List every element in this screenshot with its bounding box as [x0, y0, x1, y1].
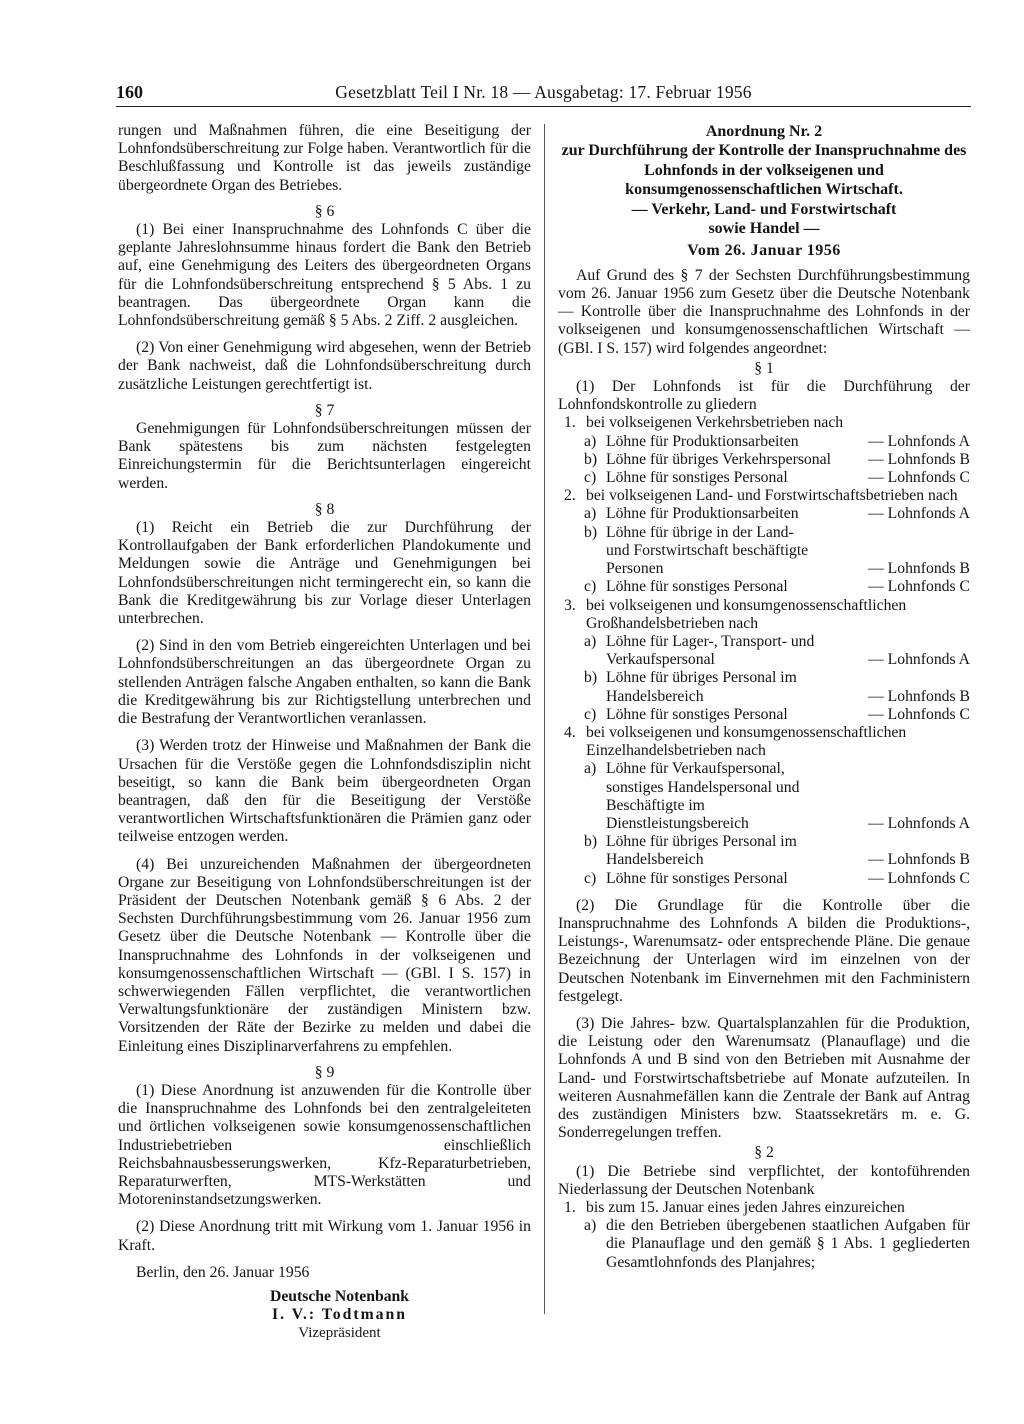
fund-item [558, 451, 970, 469]
right-column [558, 122, 970, 1272]
column-divider [544, 124, 545, 1314]
ordinance-title-line-2: zur Durchführung der Kontrolle der Inanspruchnahme des Lohnfonds in der volkseigenen und konsumgenossenschaftlichen Wirtschaft. [561, 142, 967, 199]
fund-group-header [558, 414, 970, 432]
page-header [116, 82, 971, 104]
section-8-paragraph-4: (4) Bei unzureichenden Maßnahmen der übergeordneten Organe zur Beseitigung von Lohnfondsüberschreitungen ist der Präsident der Deutschen Notenbank gemäß § 6 Abs. 2 der Sechsten Durchführungsbestimmung vom 26. Januar 1956 zum Gesetz über die Deutsche Notenbank — Kontrolle über die Inanspruchnahme des Lohnfonds in der volkseigenen und konsumgenossenschaftlichen Wirtschaft — (GBl. I S. 157) in schwerwiegenden Fällen verpflichtet, die verantwortlichen Verwaltungsfunktionäre der zuständigen Ministern bzw. Vorsitzenden der Räte der Bezirke zu melden und dabei die Einleitung eines Disziplinarverfahrens zu empfehlen. [118, 855, 531, 1055]
ordinance-title-line-3: — Verkehr, Land- und Forstwirtschaft [631, 200, 897, 218]
ordinance-title-line-1: Anordnung Nr. 2 [705, 123, 823, 140]
section-6-heading: § 6 [314, 202, 335, 220]
fund-item [558, 505, 970, 523]
fund-item [558, 524, 970, 579]
left-column [118, 122, 531, 1343]
section-2-item-1a [558, 1217, 970, 1272]
section-8-paragraph-3: (3) Werden trotz der Hinweise und Maßnahmen der Bank die Ursachen für die Verstöße gegen die Lohnfondsdisziplin nicht beseitigt, so kann die Bank beim übergeordneten Organ beantragen, daß den für die Beseitigung der Verstöße verantwortlichen Wirtschaftsfunktionären die Prämien ganz oder teilweise entzogen werden. [118, 737, 531, 846]
fund-item-fund: — Lohnfonds B [868, 560, 970, 578]
signature-title: Vizepräsident [298, 1325, 381, 1342]
fund-item-text: Löhne für Verkaufspersonal, sonstiges Handelspersonal und Beschäftigte im Dienstleistungsbereich [606, 760, 800, 832]
fund-item-text: Löhne für sonstiges Personal [606, 869, 788, 887]
fund-group-number: 4. [564, 723, 576, 741]
fund-item [558, 469, 970, 487]
fund-item-letter: b) [584, 450, 598, 468]
section-2-item-1a-text: die den Betrieben übergebenen staatlichen Aufgaben für die Planauflage und den gemäß § 1 Abs. 1 gegliederten Gesamtlohnfonds des Planjahres; [606, 1217, 970, 1271]
section-2-item-1-number: 1. [564, 1199, 576, 1216]
fund-item-text: Löhne für Produktionsarbeiten [606, 505, 799, 523]
fund-item-text: Löhne für sonstiges Personal [606, 469, 788, 487]
section-1-heading: § 1 [754, 359, 774, 377]
fund-item-fund: — Lohnfonds C [868, 869, 970, 887]
fund-group [558, 487, 970, 596]
intro-paragraph: rungen und Maßnahmen führen, die eine Beseitigung der Lohnfondsüberschreitung zur Folge haben. Verantwortlich für die Beschlußfassung und Kontrolle ist das jeweils zuständige übergeordnete Organ des Betriebes. [118, 122, 531, 194]
section-9-heading: § 9 [314, 1063, 335, 1081]
fund-item-fund: — Lohnfonds B [868, 450, 970, 468]
fund-item-letter: a) [584, 632, 597, 650]
header-title: Gesetzblatt Teil I Nr. 18 — Ausgabetag: 17. Februar 1956 [335, 82, 752, 102]
section-2-heading: § 2 [754, 1144, 774, 1162]
signature-organization: Deutsche Notenbank [269, 1287, 410, 1305]
fund-item-text: Löhne für Produktionsarbeiten [606, 432, 799, 450]
fund-item-fund: — Lohnfonds A [868, 505, 970, 523]
fund-item-letter: b) [584, 833, 598, 851]
section-1-paragraph-1: (1) Der Lohnfonds ist für die Durchführung der Lohnfondskontrolle zu gliedern [558, 378, 970, 414]
fund-item-fund: — Lohnfonds B [868, 687, 970, 705]
section-8-paragraph-2: (2) Sind in den vom Betrieb eingereichten Unterlagen und bei Lohnfondsüberschreitungen an das übergeordnete Organ zu stellenden Anträgen falsche Angaben enthalten, so kann die Bank die Kreditgewährung bis zur Richtigstellung unterbrechen und die Bestrafung der Verantwortlichen veranlassen. [118, 637, 531, 728]
fund-group-text: bei volkseigenen und konsumgenossenschaftlichen Einzelhandelsbetrieben nach [586, 723, 907, 760]
fund-group-number: 3. [564, 596, 576, 614]
section-1-paragraph-2: (2) Die Grundlage für die Kontrolle über die Inanspruchnahme des Lohnfonds A bilden die Produktions-, Leistungs-, Warenumsatz- oder entsprechende Pläne. Die genaue Bezeichnung der Unterlagen wird im einzelnen von der Deutschen Notenbank im Einvernehmen mit den Fachministern festgelegt. [558, 896, 970, 1005]
section-2-item-1-text: bis zum 15. Januar eines jeden Jahres einzureichen [586, 1199, 905, 1216]
ordinance-title [558, 122, 970, 261]
fund-group [558, 724, 970, 888]
section-6-paragraph-1: (1) Bei einer Inanspruchnahme des Lohnfonds C über die geplante Jahreslohnsumme hinaus fordert die Bank den Betrieb auf, eine Genehmigung des Leiters des übergeordneten Organs für die Lohnfondsüberschreitung entsprechend § 5 Abs. 1 zu beantragen. Das übergeordnete Organ kann die Lohnfondsüberschreitung gemäß § 5 Abs. 2 Ziff. 2 ausgleichen. [118, 221, 531, 330]
fund-item-letter: a) [584, 760, 597, 778]
fund-list [558, 414, 970, 887]
fund-group [558, 597, 970, 724]
section-9-paragraph-1: (1) Diese Anordnung ist anzuwenden für die Kontrolle über die Inanspruchnahme des Lohnfonds bei den zentralgeleiteten und örtlichen volkseigenen sowie konsumgenossenschaftlichen Industriebetrieben einschließlich Reichsbahnausbesserungswerken, Kfz-Reparaturbetrieben, Reparaturwerften, MTS-Werkstätten und Motoreninstandsetzungswerken. [118, 1081, 531, 1209]
fund-item [558, 833, 970, 869]
fund-item-text: Löhne für übriges Verkehrspersonal [606, 450, 831, 468]
header-rule [116, 106, 971, 107]
signature-block [148, 1288, 531, 1343]
fund-item-fund: — Lohnfonds A [868, 814, 970, 832]
fund-group-header [558, 597, 970, 633]
fund-item-fund: — Lohnfonds C [868, 469, 970, 487]
fund-item-fund: — Lohnfonds B [868, 851, 970, 869]
fund-item [558, 760, 970, 833]
signature-name: I. V.: Todtmann [272, 1306, 407, 1324]
section-8-heading: § 8 [314, 500, 335, 518]
fund-group-header [558, 487, 970, 505]
fund-item [558, 433, 970, 451]
fund-group-text: bei volkseigenen und konsumgenossenschaftlichen Großhandelsbetrieben nach [586, 596, 907, 632]
fund-item-letter: b) [584, 523, 598, 541]
fund-item-text: Löhne für Lager-, Transport- und Verkaufspersonal [606, 632, 815, 669]
fund-group-text: bei volkseigenen Verkehrsbetrieben nach [586, 414, 844, 432]
page-number: 160 [116, 82, 143, 102]
fund-group-header [558, 724, 970, 760]
section-1-paragraph-3: (3) Die Jahres- bzw. Quartalsplanzahlen für die Produktion, die Leistung oder den Warenumsatz (Planauflage) und die Lohnfonds A und B sind von den Betrieben mit Ausnahme der Land- und Forstwirtschaftsbetriebe auf Monate aufzuteilen. In weiteren Ausnahmefällen kann die Zentrale der Bank auf Antrag des zuständigen Ministers bzw. Staatssekretärs m. e. G. Sonderregelungen treffen. [558, 1014, 970, 1142]
ordinance-date: Vom 26. Januar 1956 [687, 242, 841, 260]
fund-item-letter: c) [584, 705, 597, 723]
section-7-heading: § 7 [314, 401, 335, 419]
fund-item-text: Löhne für sonstiges Personal [606, 705, 788, 723]
fund-item-fund: — Lohnfonds A [868, 432, 970, 450]
fund-item-fund: — Lohnfonds A [868, 651, 970, 669]
section-2-item-1a-letter: a) [584, 1217, 597, 1235]
fund-group-number: 2. [564, 487, 576, 505]
fund-item-letter: c) [584, 469, 597, 487]
fund-item-text: Löhne für sonstiges Personal [606, 578, 788, 596]
fund-item [558, 870, 970, 888]
fund-group-text: bei volkseigenen Land- und Forstwirtschaftsbetrieben nach [586, 487, 958, 505]
fund-item [558, 633, 970, 669]
fund-item-letter: a) [584, 505, 597, 523]
section-2-item-1 [558, 1199, 970, 1217]
fund-item-letter: b) [584, 669, 598, 687]
section-6-paragraph-2: (2) Von einer Genehmigung wird abgesehen, wenn der Betrieb der Bank nachweist, daß die Lohnfondsüberschreitung durch zusätzliche Leistungen gerechtfertigt ist. [118, 339, 531, 393]
preamble: Auf Grund des § 7 der Sechsten Durchführungsbestimmung vom 26. Januar 1956 zum Gesetz über die Deutsche Notenbank — Kontrolle über die Inanspruchnahme des Lohnfonds in der volkseigenen und konsumgenossenschaftlichen Wirtschaft — (GBl. I S. 157) wird folgendes angeordnet: [558, 266, 970, 357]
section-9-paragraph-2: (2) Diese Anordnung tritt mit Wirkung vom 1. Januar 1956 in Kraft. [118, 1218, 531, 1254]
ordinance-title-line-4: sowie Handel — [708, 220, 820, 238]
fund-item-text: Löhne für übrige in der Land- und Forstwirtschaft beschäftigte Personen [606, 523, 809, 578]
fund-item-letter: a) [584, 432, 597, 450]
fund-item-fund: — Lohnfonds C [868, 578, 970, 596]
fund-item-text: Löhne für übriges Personal im Handelsbereich [606, 669, 797, 705]
section-8-paragraph-1: (1) Reicht ein Betrieb die zur Durchführung der Kontrollaufgaben der Bank erforderlichen Plandokumente und Meldungen sowie die Anträge und Genehmigungen bei Lohnfondsüberschreitungen nicht termingerecht ein, so kann die Bank die Kreditgewährung bis zur Vorlage dieser Unterlagen unterbrechen. [118, 519, 531, 628]
place-date: Berlin, den 26. Januar 1956 [136, 1263, 310, 1281]
fund-item-letter: c) [584, 578, 597, 596]
section-7-paragraph-1: Genehmigungen für Lohnfondsüberschreitungen müssen der Bank spätestens bis zum nächsten festgelegten Einreichungstermin für die Berichtsunterlagen eingereicht werden. [118, 420, 531, 492]
fund-group-number: 1. [564, 414, 576, 432]
fund-item-text: Löhne für übriges Personal im Handelsbereich [606, 833, 797, 869]
fund-item [558, 578, 970, 596]
fund-item [558, 669, 970, 705]
fund-group [558, 414, 970, 487]
fund-item [558, 706, 970, 724]
fund-item-letter: c) [584, 869, 597, 887]
section-2-paragraph-1: (1) Die Betriebe sind verpflichtet, der kontoführenden Niederlassung der Deutschen Notenbank [558, 1162, 970, 1198]
fund-item-fund: — Lohnfonds C [868, 705, 970, 723]
